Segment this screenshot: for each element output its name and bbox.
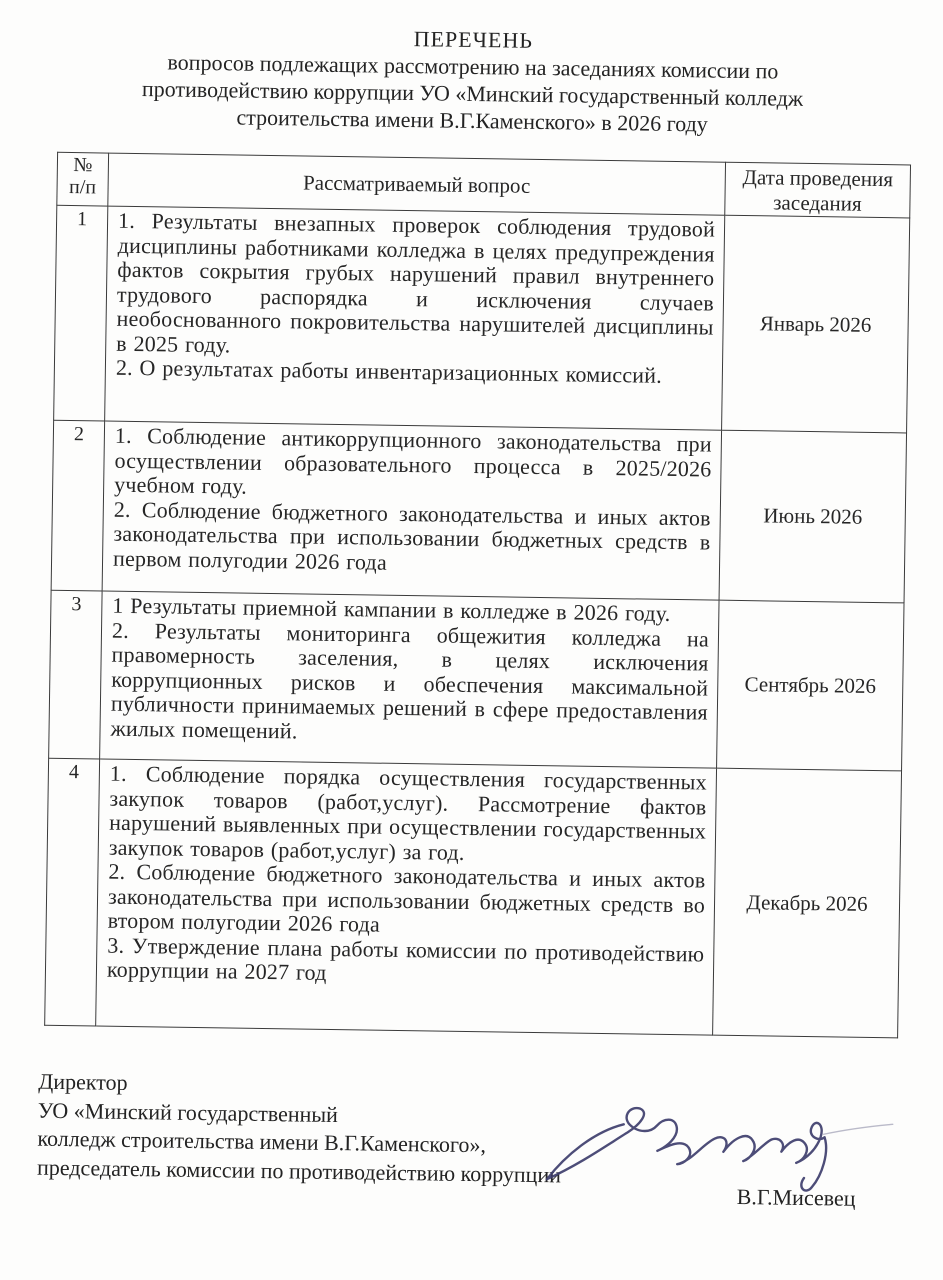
question-item: 1. Результаты внезапных проверок соблюдения трудовой дисциплины работниками колледжа в целях предупреждения фактов сокрытия грубых нарушений правил внутреннего трудового распорядка и исключения случаев необоснованного покровительства нарушителей дисциплины в 2025 году. — [116, 207, 716, 357]
table-row — [49, 590, 904, 771]
signatory-line-3: колледж строительства имени В.Г.Каменского», — [37, 1125, 487, 1158]
document-subtitle-line-3: строительства имени В.Г.Каменского» в 2026 году — [236, 104, 708, 137]
col-header-question: Рассматриваемый вопрос — [108, 153, 726, 215]
signature-ink-stroke — [547, 1107, 827, 1191]
question-item: 1 Результаты приемной кампании в колледже в 2026 году. — [112, 592, 671, 626]
row-number: 2 — [51, 420, 105, 591]
col-header-date: Дата проведения заседания — [725, 162, 911, 218]
question-item: 2. Соблюдение бюджетного законодательства и иных актов законодательства при использовании бюджетных средств во втором полугодии 2026 года — [107, 858, 706, 937]
row-date: Январь 2026 — [722, 215, 910, 433]
table-row — [54, 205, 910, 433]
col-header-num: № п/п — [57, 152, 109, 206]
row-question-cell — [100, 591, 719, 768]
question-item: 1. Соблюдение порядка осуществления государственных закупок товаров (работ,услуг). Рассмотрение фактов нарушений выявленных при осуществлении государственных закупок товаров (работ,услуг) за год. — [108, 760, 708, 865]
row-number: 1 — [54, 205, 108, 421]
document-subtitle-line-1: вопросов подлежащих рассмотрению на заседаниях комиссии по — [167, 49, 779, 84]
table-row — [51, 420, 906, 603]
signatory-line-1: Директор — [38, 1068, 128, 1095]
signer-name: В.Г.Мисевец — [736, 1184, 856, 1211]
signatory-block — [37, 1068, 563, 1190]
row-date: Декабрь 2026 — [713, 768, 902, 1038]
question-item: 2. О результатах работы инвентаризационных комиссий. — [115, 354, 663, 388]
table-row — [45, 758, 902, 1038]
question-item: 3. Утверждение плана работы комиссии по противодействию коррупции на 2027 год — [106, 932, 705, 985]
row-date: Сентябрь 2026 — [717, 600, 904, 771]
question-item: 2. Результаты мониторинга общежития колледжа на правомерность заселения, в целях исключения коррупционных рисков и обеспечения максимальной публичности принимаемых решений в сфере предоставления жилых помещений. — [110, 617, 710, 743]
document-subtitle-line-2: противодействию коррупции УО «Минский государственный колледж — [141, 76, 804, 111]
document-title: ПЕРЕЧЕНЬ — [413, 26, 534, 53]
row-question-cell — [105, 206, 725, 430]
question-item: 1. Соблюдение антикоррупционного законодательства при осуществлении образовательного процесса в 2025/2026 учебном году. — [114, 422, 713, 499]
row-question-cell — [102, 421, 721, 600]
signatory-line-4: председатель комиссии по противодействию коррупции — [36, 1154, 562, 1187]
signature-faint-tail-stroke — [824, 1123, 893, 1135]
signatory-line-2: УО «Минский государственный — [37, 1097, 339, 1127]
row-date: Июнь 2026 — [719, 430, 907, 603]
row-question-cell — [96, 759, 717, 1035]
meeting-schedule-table — [44, 152, 911, 1039]
question-item: 2. Соблюдение бюджетного законодательства и иных актов законодательства при использовании бюджетных средств в первом полугодии 2026 года — [112, 496, 711, 575]
document-title-block — [0, 19, 943, 141]
row-number: 4 — [45, 758, 100, 1026]
row-number: 3 — [49, 590, 102, 759]
